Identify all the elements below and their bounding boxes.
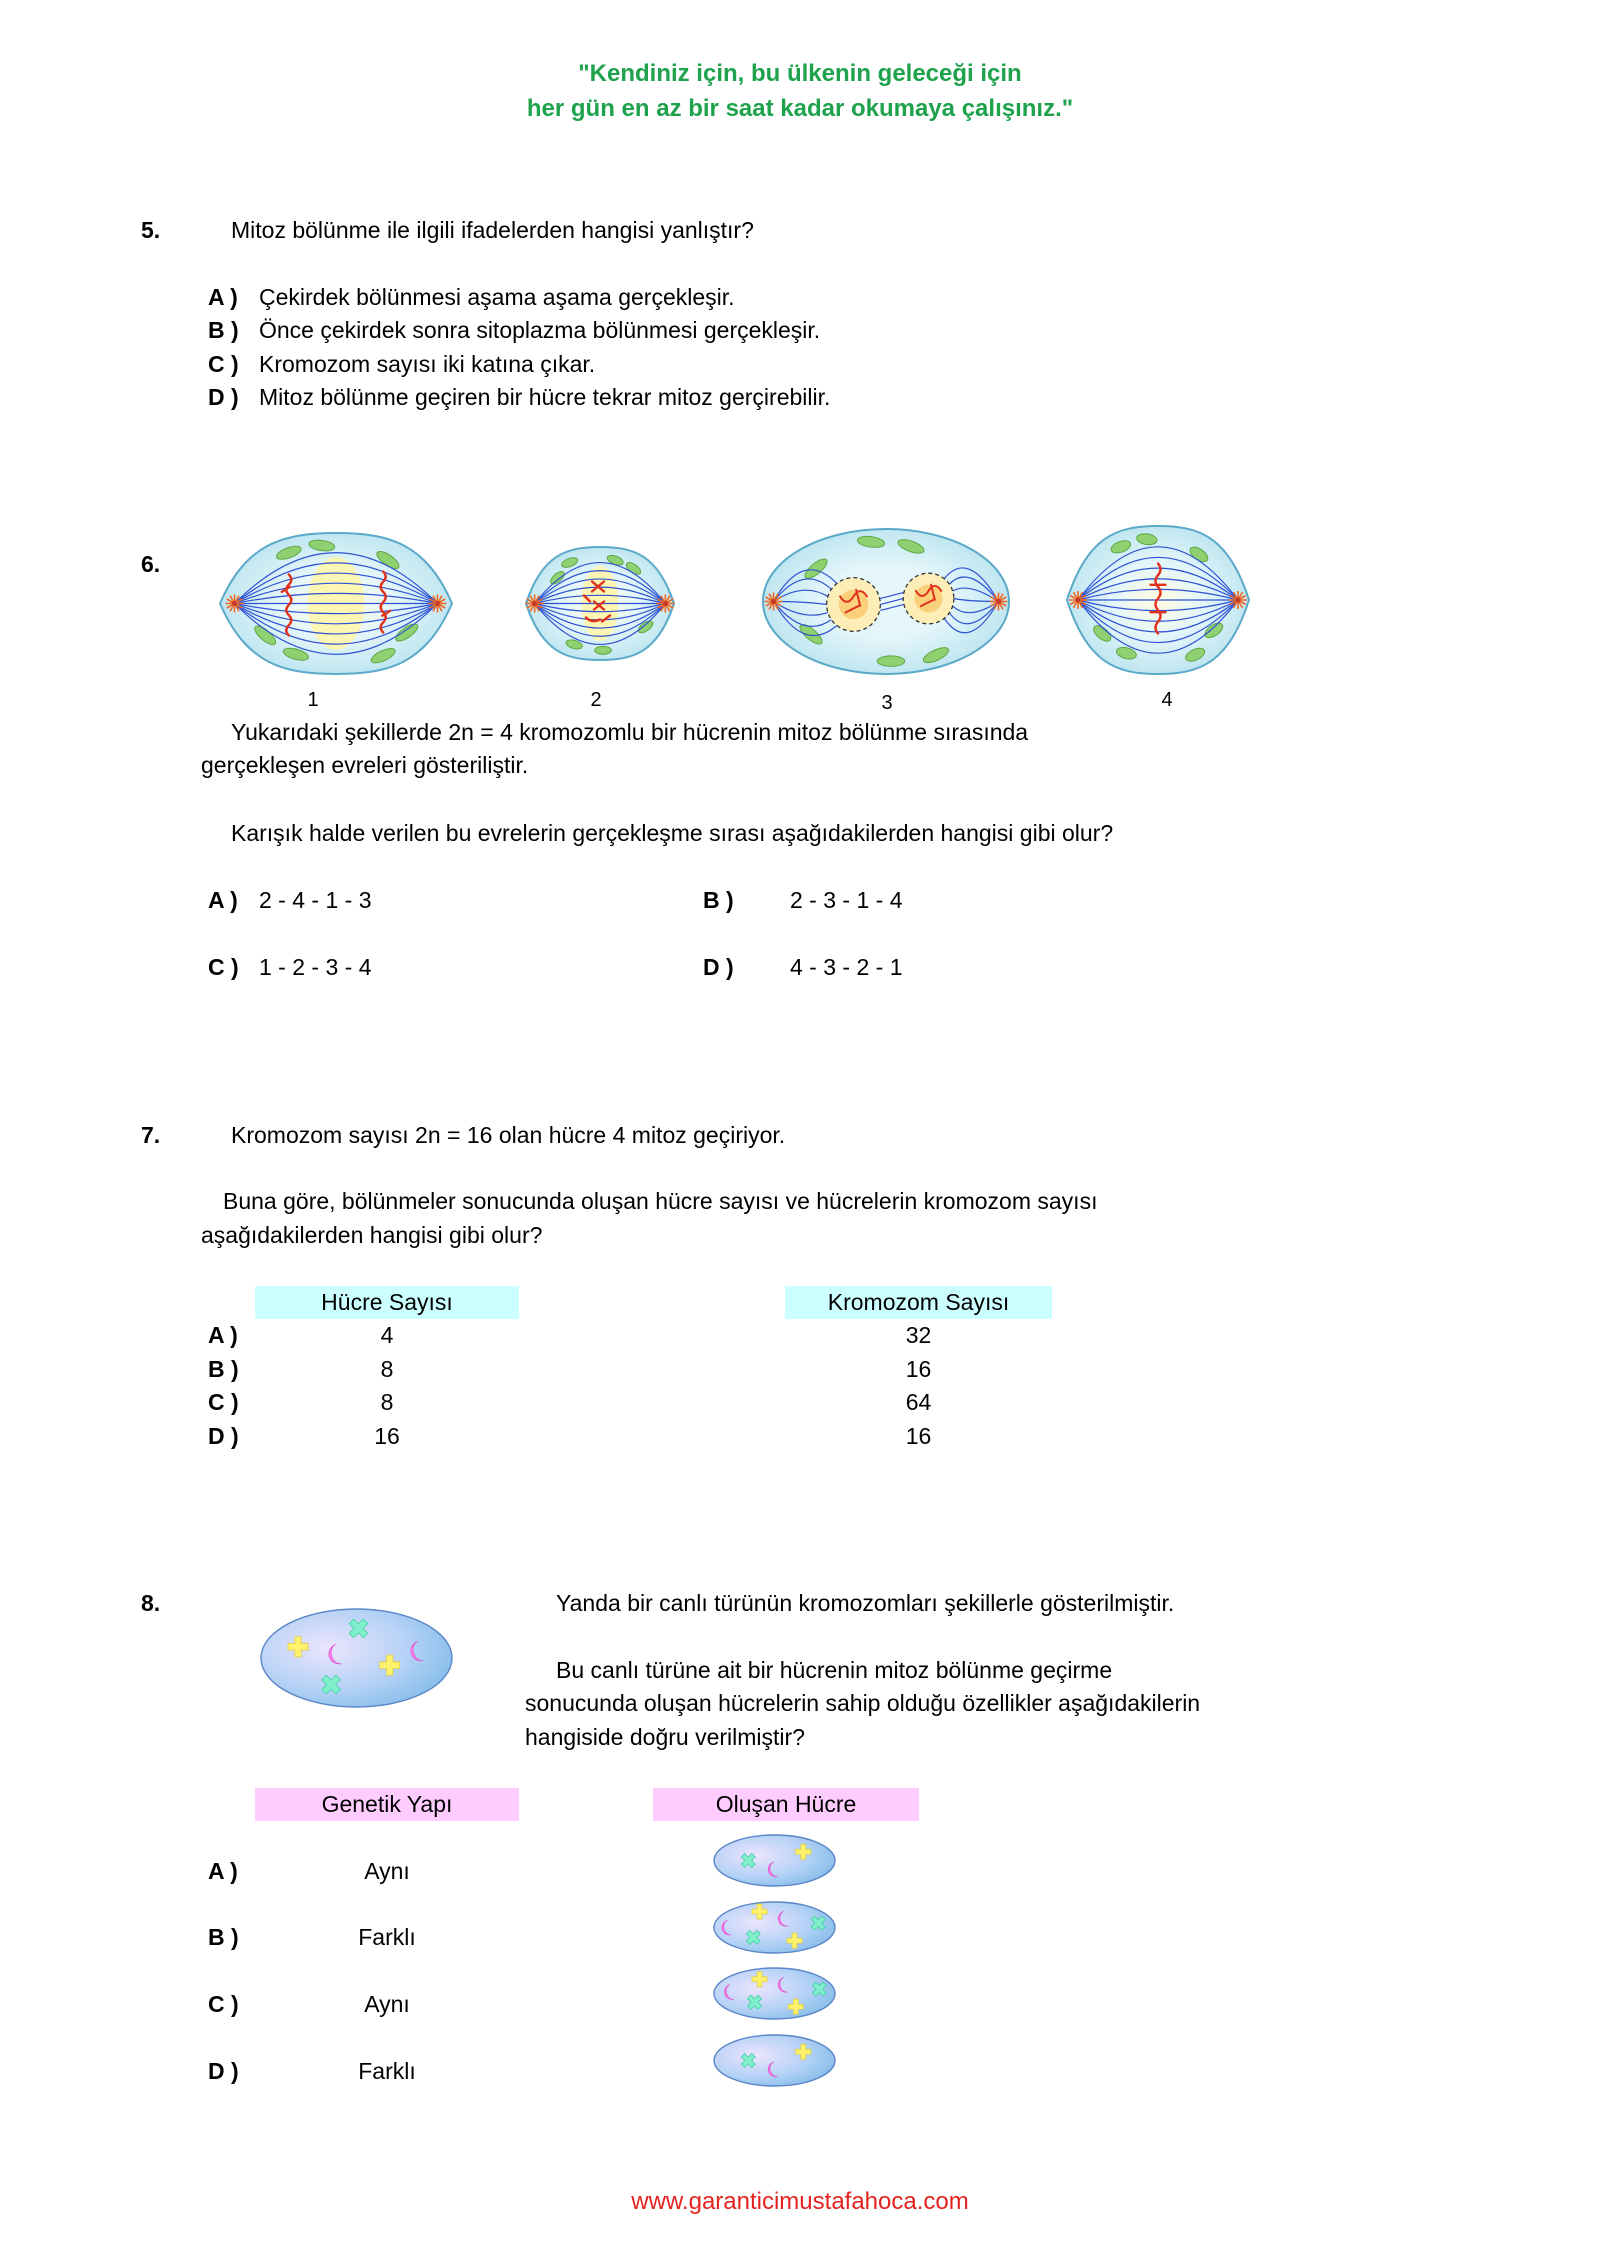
question-number: 5. xyxy=(141,217,161,243)
genetic-structure-value: Farklı xyxy=(358,1924,416,1950)
column-header-genetic-structure: Genetik Yapı xyxy=(255,1788,519,1821)
motto-line-2: her gün en az bir saat kadar okumaya çalışınız." xyxy=(526,95,1074,122)
chromosome-count-value: 32 xyxy=(905,1322,932,1348)
column-header-chromosome-count: Kromozom Sayısı xyxy=(785,1286,1052,1319)
option-a-text: Çekirdek bölünmesi aşama aşama gerçekleşir. xyxy=(259,284,735,310)
question-number: 8. xyxy=(141,1590,161,1616)
genetic-structure-value: Farklı xyxy=(358,2058,416,2084)
question-stem: Kromozom sayısı 2n = 16 olan hücre 4 mitoz geçiriyor. xyxy=(231,1122,786,1148)
question-text-line-1: Yanda bir canlı türünün kromozomları şekillerle gösterilmiştir. xyxy=(556,1590,1175,1616)
option-a-text: 2 - 4 - 1 - 3 xyxy=(259,887,372,913)
question-text-line-2: Bu canlı türüne ait bir hücrenin mitoz bölünme geçirme xyxy=(556,1657,1113,1683)
option-a-label: A ) xyxy=(208,1322,238,1348)
cell-membrane xyxy=(714,1835,835,1886)
option-d-label: D ) xyxy=(703,954,734,980)
option-b-text: 2 - 3 - 1 - 4 xyxy=(790,887,903,913)
option-c-label: C ) xyxy=(208,351,239,377)
option-a-label: A ) xyxy=(208,887,238,913)
cell-count-value: 8 xyxy=(380,1389,394,1415)
motto-line-1: "Kendiniz için, bu ülkenin geleceği için xyxy=(578,60,1022,87)
genetic-structure-value: Aynı xyxy=(364,1858,410,1884)
daughter-nucleus xyxy=(903,573,954,624)
option-c-label: C ) xyxy=(208,1991,239,2017)
question-text: Mitoz bölünme ile ilgili ifadelerden hangisi yanlıştır? xyxy=(231,217,754,243)
option-d-label: D ) xyxy=(208,384,239,410)
column-header-cell-count: Hücre Sayısı xyxy=(255,1286,519,1319)
question-text-line-1: Buna göre, bölünmeler sonucunda oluşan hücre sayısı ve hücrelerin kromozom sayısı xyxy=(223,1188,1098,1214)
chromosome-count-value: 64 xyxy=(905,1389,932,1415)
question-number: 7. xyxy=(141,1122,161,1148)
question-stem-line-2: gerçekleşen evreleri gösteriliştir. xyxy=(201,752,529,778)
cell-count-value: 16 xyxy=(374,1423,400,1449)
figure-label-3: 3 xyxy=(881,692,893,714)
cell-membrane xyxy=(763,529,1009,674)
option-c-cell-figure xyxy=(712,1966,837,2021)
option-d-text: Mitoz bölünme geçiren bir hücre tekrar mitoz gerçirebilir. xyxy=(259,384,831,410)
chromosome-count-value: 16 xyxy=(905,1423,932,1449)
mitosis-phase-figure-2 xyxy=(524,545,676,662)
option-b-cell-figure xyxy=(712,1900,837,1955)
option-a-label: A ) xyxy=(208,284,238,310)
option-c-label: C ) xyxy=(208,954,239,980)
option-d-text: 4 - 3 - 2 - 1 xyxy=(790,954,903,980)
figure-label-4: 4 xyxy=(1161,689,1173,711)
option-c-text: Kromozom sayısı iki katına çıkar. xyxy=(259,351,596,377)
option-d-label: D ) xyxy=(208,1423,239,1449)
mitosis-phase-figure-1 xyxy=(218,531,454,676)
question-text-line-3: sonucunda oluşan hücrelerin sahip olduğu özellikler aşağıdakilerin xyxy=(525,1690,1201,1716)
column-header-resulting-cell: Oluşan Hücre xyxy=(653,1788,919,1821)
question-number: 6. xyxy=(141,551,161,577)
option-d-label: D ) xyxy=(208,2058,239,2084)
figure-label-2: 2 xyxy=(590,689,602,711)
chromosome-count-value: 16 xyxy=(905,1356,932,1382)
mitosis-phase-figure-3 xyxy=(761,527,1011,676)
cell-count-value: 8 xyxy=(380,1356,394,1382)
option-b-label: B ) xyxy=(208,1356,239,1382)
footer-website: www.garanticimustafahoca.com xyxy=(631,2188,969,2215)
option-d-cell-figure xyxy=(712,2033,837,2088)
option-c-label: C ) xyxy=(208,1389,239,1415)
option-b-label: B ) xyxy=(703,887,734,913)
figure-label-1: 1 xyxy=(307,689,319,711)
question-text-line-4: hangiside doğru verilmiştir? xyxy=(525,1724,805,1750)
option-a-cell-figure xyxy=(712,1833,837,1888)
cell-membrane xyxy=(714,2035,835,2086)
option-c-text: 1 - 2 - 3 - 4 xyxy=(259,954,372,980)
question-text: Karışık halde verilen bu evrelerin gerçekleşme sırası aşağıdakilerden hangisi gibi olur? xyxy=(231,820,1114,846)
option-a-label: A ) xyxy=(208,1858,238,1884)
daughter-nucleus xyxy=(827,578,881,632)
question-stem-line-1: Yukarıdaki şekillerde 2n = 4 kromozomlu bir hücrenin mitoz bölünme sırasında xyxy=(231,719,1029,745)
genetic-structure-value: Aynı xyxy=(364,1991,410,2017)
mitosis-phase-figure-4 xyxy=(1065,524,1251,676)
cell-count-value: 4 xyxy=(380,1322,394,1348)
option-b-label: B ) xyxy=(208,317,239,343)
option-b-text: Önce çekirdek sonra sitoplazma bölünmesi gerçekleşir. xyxy=(259,317,821,343)
parent-cell-chromosomes-figure xyxy=(259,1607,454,1709)
question-text-line-2: aşağıdakilerden hangisi gibi olur? xyxy=(201,1222,543,1248)
option-b-label: B ) xyxy=(208,1924,239,1950)
